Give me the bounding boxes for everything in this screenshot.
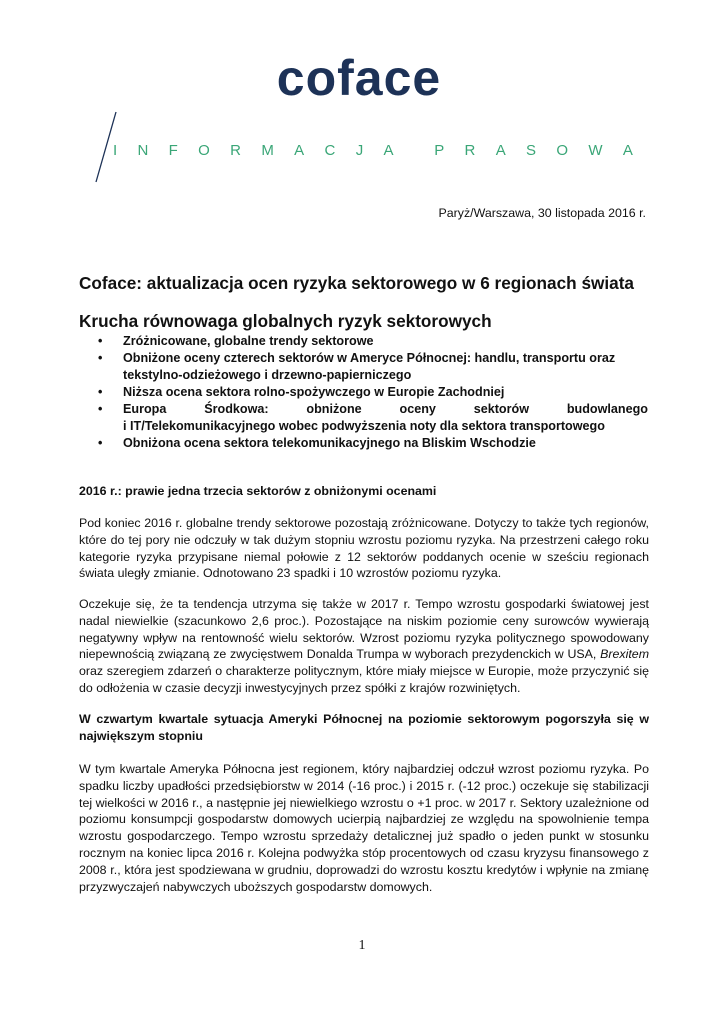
section-heading: W czwartym kwartale sytuacja Ameryki Północnej na poziomie sektorowym pogorszyła się w największym stopniu <box>79 712 649 743</box>
banner-letter: A <box>622 142 633 159</box>
banner-letter: F <box>168 142 178 159</box>
bullet-icon: • <box>98 385 103 399</box>
bullet-text: Niższa ocena sektora rolno-spożywczego w Europie Zachodniej <box>123 385 505 399</box>
paragraph-text-part: Oczekuje się, że ta tendencja utrzyma się także w 2017 r. Tempo wzrostu gospodarki światowej jest nadal niewielkie (szacunkowo 2,6 proc.). Pozostające na niskim poziomie ceny surowców wywierają negatywny wpływ na rentowność wielu sektorów. Wzrost poziomu ryzyka politycznego spowodowany niepewnością związaną ze zwycięstwem Donalda Trumpa w wyborach prezydenckich w USA, <box>79 597 649 662</box>
banner-letter: C <box>324 142 336 159</box>
paragraph-text-part: oraz szeregiem zdarzeń o charakterze politycznym, które miały miejsce w Europie, może przyczynić się do odłożenia w czasie decyzji inwestycyjnych przez spółki z krajów rozwiniętych. <box>79 664 649 695</box>
list-item <box>98 401 648 435</box>
banner-letter: W <box>588 142 603 159</box>
section-heading: 2016 r.: prawie jedna trzecia sektorów z obniżonymi ocenami <box>79 484 437 498</box>
coface-logo: coface <box>276 50 442 106</box>
page-subtitle: Krucha równowaga globalnych ryzyk sektorowych <box>79 311 492 331</box>
paragraph <box>79 761 649 895</box>
banner-letter: M <box>261 142 274 159</box>
banner-letter: S <box>526 142 537 159</box>
paragraph <box>79 596 649 697</box>
bullet-icon: • <box>98 351 103 365</box>
banner-letter: R <box>464 142 476 159</box>
banner-letter: R <box>230 142 242 159</box>
banner-letter: A <box>495 142 506 159</box>
paragraph <box>79 515 649 582</box>
banner-letter: J <box>355 142 364 159</box>
banner-letter: P <box>434 142 445 159</box>
dateline: Paryż/Warszawa, 30 listopada 2016 r. <box>438 206 646 220</box>
bullet-icon: • <box>98 334 103 348</box>
paragraph-italic-term: Brexitem <box>600 647 650 662</box>
bullet-icon: • <box>98 402 103 416</box>
bullet-text: Zróżnicowane, globalne trendy sektorowe <box>123 334 374 348</box>
list-item <box>98 435 648 452</box>
banner-letter: O <box>556 142 569 159</box>
banner-letter: O <box>198 142 210 159</box>
bullet-text: tekstylno-odzieżowego i drzewno-papierniczego <box>123 368 412 382</box>
list-item <box>98 350 648 384</box>
bullet-text: Obniżone oceny czterech sektorów w Ameryce Północnej: handlu, transportu oraz <box>123 351 616 365</box>
banner-letter: A <box>294 142 305 159</box>
banner-letter: N <box>137 142 149 159</box>
page-number: 1 <box>358 938 366 953</box>
page-title: Coface: aktualizacja ocen ryzyka sektorowego w 6 regionach świata <box>79 273 634 293</box>
paragraph-text <box>79 596 649 697</box>
bullet-text: i IT/Telekomunikacyjnego wobec podwyższenia noty dla sektora transportowego <box>123 419 605 433</box>
list-item <box>98 333 648 350</box>
highlights-list <box>98 333 648 452</box>
bullet-icon: • <box>98 436 103 450</box>
paragraph-text: W tym kwartale Ameryka Północna jest regionem, który najbardziej odczuł wzrost poziomu ryzyka. Po spadku liczby upadłości przedsiębiorstw w 2014 (-16 proc.) i 2015 r. (-12 proc.) oczekuje się stabilizacji tej wielkości w 2016 r., a następnie jej niewielkiego wzrostu o +1 proc. w 2017 r. Sektory uzależnione od poziomu konsumpcji gospodarstw domowych ucierpią najbardziej ze względu na spowolnienie tempa wzrostu gospodarczego. Tempo wzrostu sprzedaży detalicznej już spadło o jeden punkt w stosunku rocznym na koniec lipca 2016 r. Kolejna podwyżka stóp procentowych od czasu kryzysu finansowego z 2008 r., która jest spodziewana w grudniu, doprowadzi do wzrostu kosztu kredytów i wpłynie na zmianę przyzwyczajeń nabywczych uboższych gospodarstw domowych. <box>79 762 649 894</box>
list-item <box>98 384 648 401</box>
bullet-text: Europa Środkowa: obniżone oceny sektorów budowlanego <box>123 402 648 416</box>
informacja-prasowa-banner <box>113 142 633 160</box>
bullet-text: Obniżona ocena sektora telekomunikacyjnego na Bliskim Wschodzie <box>123 436 536 450</box>
paragraph-text: Pod koniec 2016 r. globalne trendy sektorowe pozostają zróżnicowane. Dotyczy to także tych regionów, które do tej pory nie odczuły w tak dużym stopniu wzrostu poziomu ryzyka. Na przestrzeni całego roku kategorie ryzyka przypisane niemal połowie z 12 sektorów poddanych ocenie w sześciu regionach świata uległy zmianie. Odnotowano 23 spadki i 10 wzrostów poziomu ryzyka. <box>79 516 649 581</box>
banner-letter: I <box>113 142 118 159</box>
banner-letter: A <box>383 142 394 159</box>
